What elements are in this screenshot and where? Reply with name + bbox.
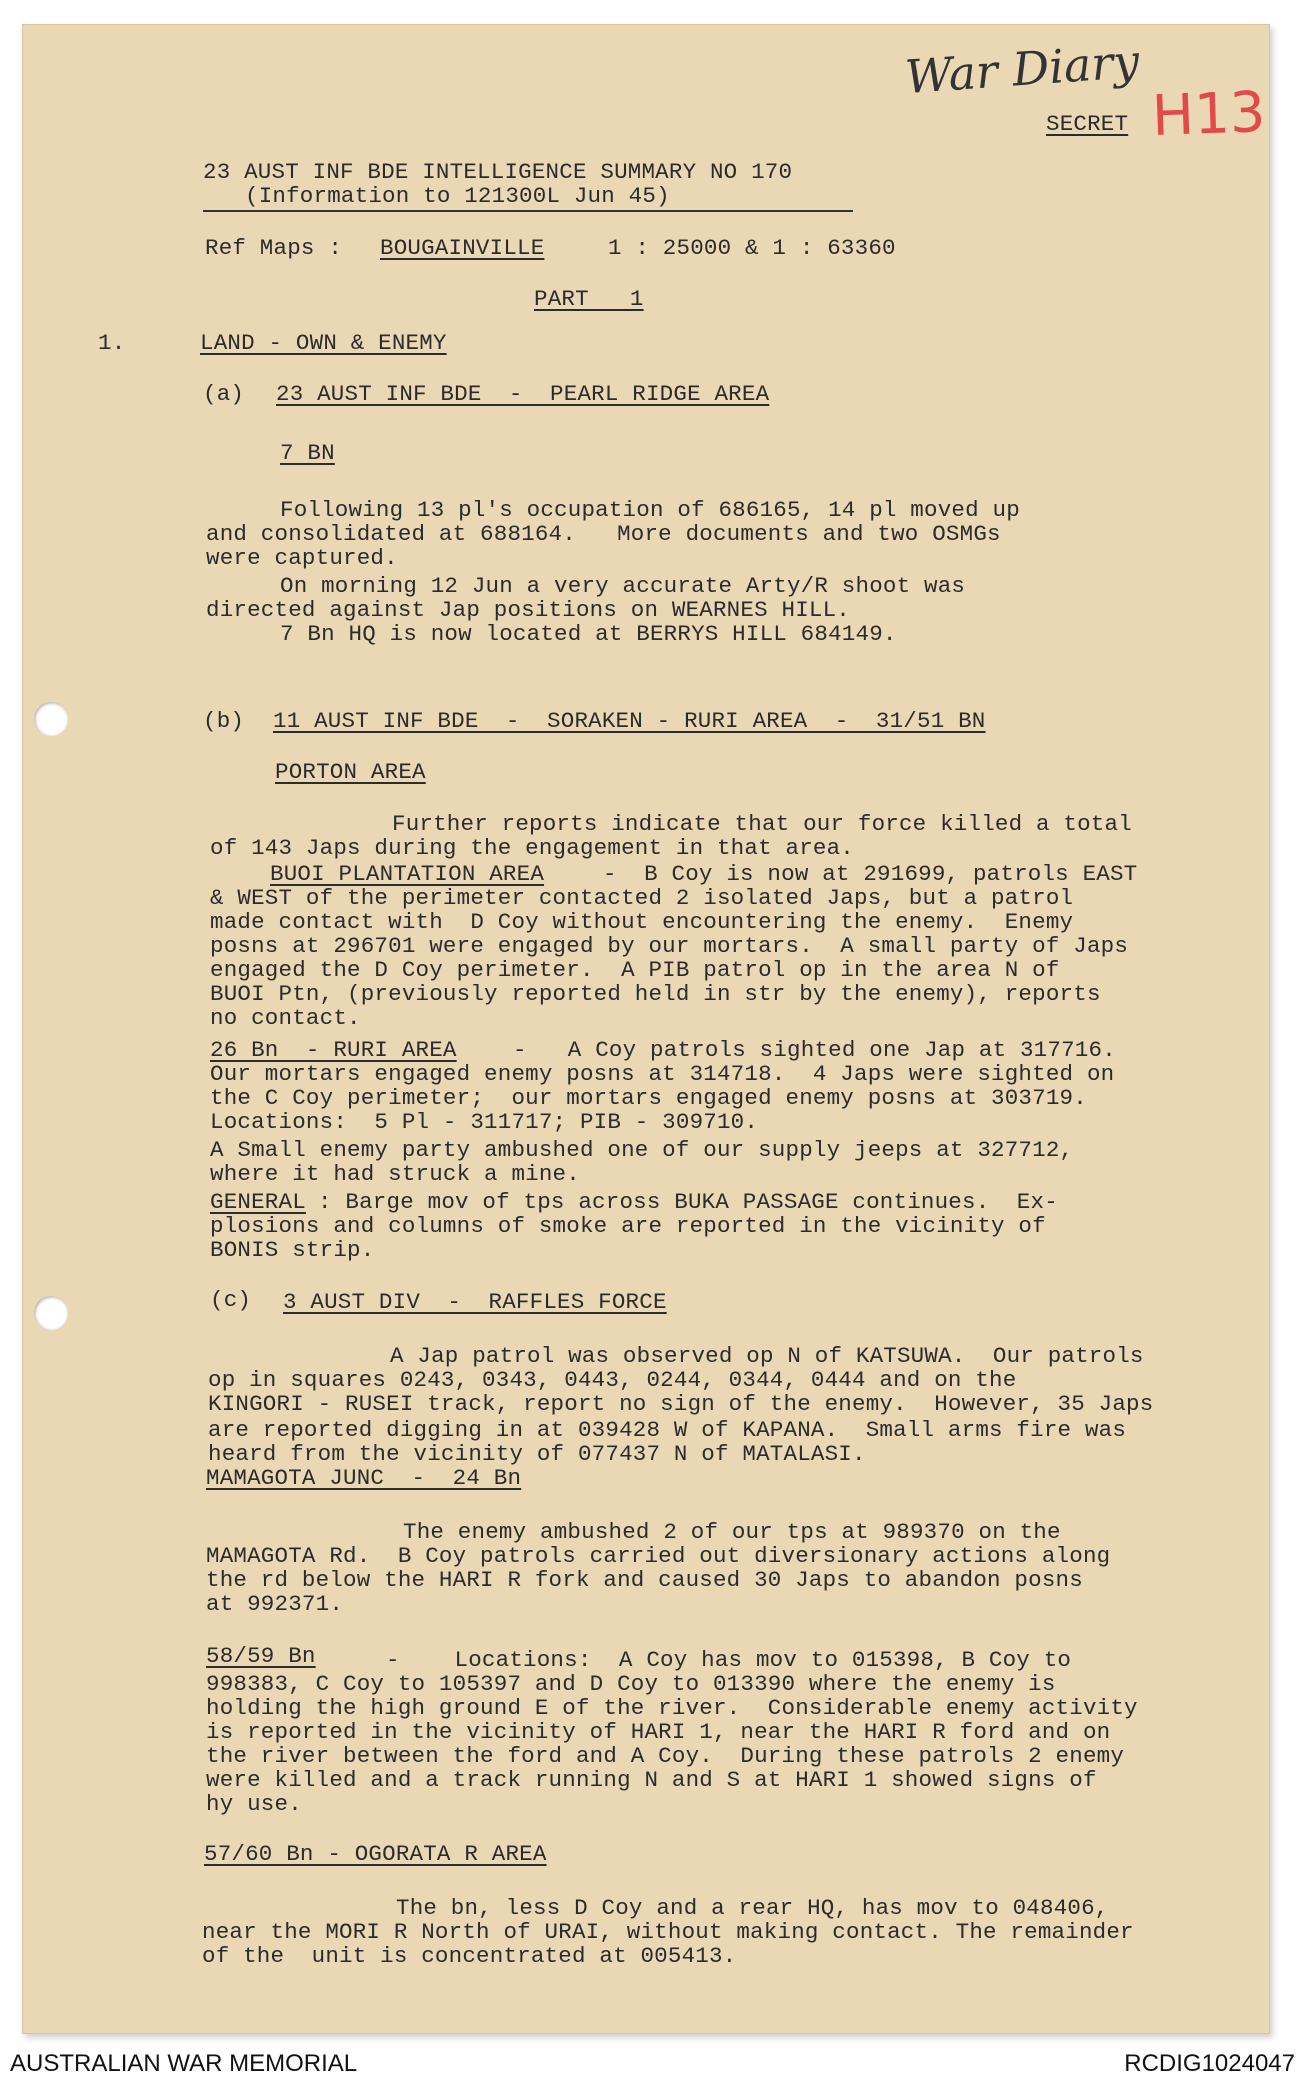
handwritten-annotation: War Diary <box>903 33 1141 105</box>
bn5859-line: 998383, C Coy to 105397 and D Coy to 013390 where the enemy is <box>206 1671 1056 1697</box>
general-line: : Barge mov of tps across BUKA PASSAGE continues. Ex- <box>318 1189 1058 1215</box>
ruri-line: the C Coy perimeter; our mortars engaged enemy posns at 303719. <box>210 1085 1087 1111</box>
buoi-line: engaged the D Coy perimeter. A PIB patrol op in the area N of <box>210 957 1060 983</box>
bn5859-line: is reported in the vicinity of HARI 1, near the HARI R ford and on <box>206 1719 1111 1745</box>
bn5760-line: of the unit is concentrated at 005413. <box>202 1943 737 1969</box>
buoi-line: - B Coy is now at 291699, patrols EAST <box>603 861 1138 887</box>
sub-a-line: On morning 12 Jun a very accurate Arty/R shoot was <box>280 573 966 599</box>
ruri-line: Our mortars engaged enemy posns at 314718. 4 Japs were sighted on <box>210 1061 1115 1087</box>
mamagota-line: MAMAGOTA Rd. B Coy patrols carried out diversionary actions along <box>206 1543 1111 1569</box>
sub-a-marker: (a) <box>203 381 245 407</box>
bn5859-line: hy use. <box>206 1791 302 1817</box>
mamagota-heading: MAMAGOTA JUNC - 24 Bn <box>206 1465 522 1491</box>
sub-c-title: 3 AUST DIV - RAFFLES FORCE <box>283 1289 667 1315</box>
sub-b-para: of 143 Japs during the engagement in that area. <box>210 835 855 861</box>
mamagota-line: at 992371. <box>206 1591 344 1617</box>
sub-b-title: 11 AUST INF BDE - SORAKEN - RURI AREA - 31/51 BN <box>273 708 986 734</box>
buoi-line: BUOI Ptn, (previously reported held in str by the enemy), reports <box>210 981 1101 1007</box>
bn5859-line: were killed and a track running N and S at HARI 1 showed signs of <box>206 1767 1097 1793</box>
ruri-heading: 26 Bn - RURI AREA <box>210 1037 457 1063</box>
buoi-heading: BUOI PLANTATION AREA <box>270 861 545 887</box>
sub-a-line: and consolidated at 688164. More documents and two OSMGs <box>206 521 1001 547</box>
general-heading: GENERAL <box>210 1189 306 1215</box>
ref-maps-name: BOUGAINVILLE <box>380 235 545 261</box>
footer-archive-id: RCDIG1024047 <box>1124 2050 1295 2077</box>
ref-maps-label: Ref Maps : <box>205 235 343 261</box>
punch-hole-lower <box>34 1296 68 1330</box>
mamagota-line: the rd below the HARI R fork and caused 30 Japs to abandon posns <box>206 1567 1083 1593</box>
ref-maps-scales: 1 : 25000 & 1 : 63360 <box>608 235 896 261</box>
sub-c-para: KINGORI - RUSEI track, report no sign of the enemy. However, 35 Japs <box>208 1391 1154 1417</box>
bn5859-heading: 58/59 Bn <box>206 1643 316 1669</box>
ruri-line: - A Coy patrols sighted one Jap at 317716. <box>513 1037 1116 1063</box>
classification: SECRET <box>1046 111 1129 137</box>
sub-a-line: 7 Bn HQ is now located at BERRYS HILL 684149. <box>280 621 897 647</box>
ruri-line: Locations: 5 Pl - 311717; PIB - 309710. <box>210 1109 759 1135</box>
sub-a-title: 23 AUST INF BDE - PEARL RIDGE AREA <box>276 381 770 407</box>
section-number: 1. <box>98 330 126 356</box>
sub-b-para: Further reports indicate that our force killed a total <box>392 811 1132 837</box>
sub-b-area: PORTON AREA <box>275 759 426 785</box>
buoi-line: made contact with D Coy without encountering the enemy. Enemy <box>210 909 1074 935</box>
buoi-line: posns at 296701 were engaged by our mortars. A small party of Japs <box>210 933 1129 959</box>
buoi-line: no contact. <box>210 1005 361 1031</box>
bn5859-line: the river between the ford and A Coy. During these patrols 2 enemy <box>206 1743 1125 1769</box>
sub-a-line: Following 13 pl's occupation of 686165, 14 pl moved up <box>280 497 1020 523</box>
sub-c-para: heard from the vicinity of 077437 N of MATALASI. <box>208 1441 866 1467</box>
sub-c-para: A Jap patrol was observed op N of KATSUWA. Our patrols <box>390 1343 1144 1369</box>
footer-archive-name: AUSTRALIAN WAR MEMORIAL <box>10 2050 358 2077</box>
part-heading: PART 1 <box>534 286 644 312</box>
sub-c-marker: (c) <box>210 1287 252 1313</box>
general-line: plosions and columns of smoke are reported in the vicinity of <box>210 1213 1046 1239</box>
buoi-line: & WEST of the perimeter contacted 2 isolated Japs, but a patrol <box>210 885 1074 911</box>
header-title: 23 AUST INF BDE INTELLIGENCE SUMMARY NO 170 <box>203 159 793 185</box>
ruri-line: A Small enemy party ambushed one of our supply jeeps at 327712, <box>210 1137 1074 1163</box>
header-rule <box>203 210 853 212</box>
mamagota-line: The enemy ambushed 2 of our tps at 989370 on the <box>403 1519 1061 1545</box>
punch-hole-upper <box>34 702 68 736</box>
sub-a-unit: 7 BN <box>280 440 335 466</box>
general-line: BONIS strip. <box>210 1237 375 1263</box>
bn5859-line: holding the high ground E of the river. Considerable enemy activity <box>206 1695 1138 1721</box>
sub-b-marker: (b) <box>203 708 245 734</box>
bn5760-line: The bn, less D Coy and a rear HQ, has mov to 048406, <box>396 1895 1109 1921</box>
header-subtitle: (Information to 121300L Jun 45) <box>245 183 670 209</box>
bn5859-line: - Locations: A Coy has mov to 015398, B Coy to <box>386 1647 1072 1673</box>
bn5760-line: near the MORI R North of URAI, without making contact. The remainder <box>202 1919 1134 1945</box>
sub-a-line: were captured. <box>206 545 398 571</box>
sub-c-para: op in squares 0243, 0343, 0443, 0244, 0344, 0444 and on the <box>208 1367 1017 1393</box>
red-archive-code: H13 <box>1150 80 1267 149</box>
bn5760-heading: 57/60 Bn - OGORATA R AREA <box>204 1841 547 1867</box>
sub-a-line: directed against Jap positions on WEARNES HILL. <box>206 597 851 623</box>
section-title: LAND - OWN & ENEMY <box>200 330 447 356</box>
ruri-line: where it had struck a mine. <box>210 1161 580 1187</box>
sub-c-para: are reported digging in at 039428 W of KAPANA. Small arms fire was <box>208 1417 1127 1443</box>
